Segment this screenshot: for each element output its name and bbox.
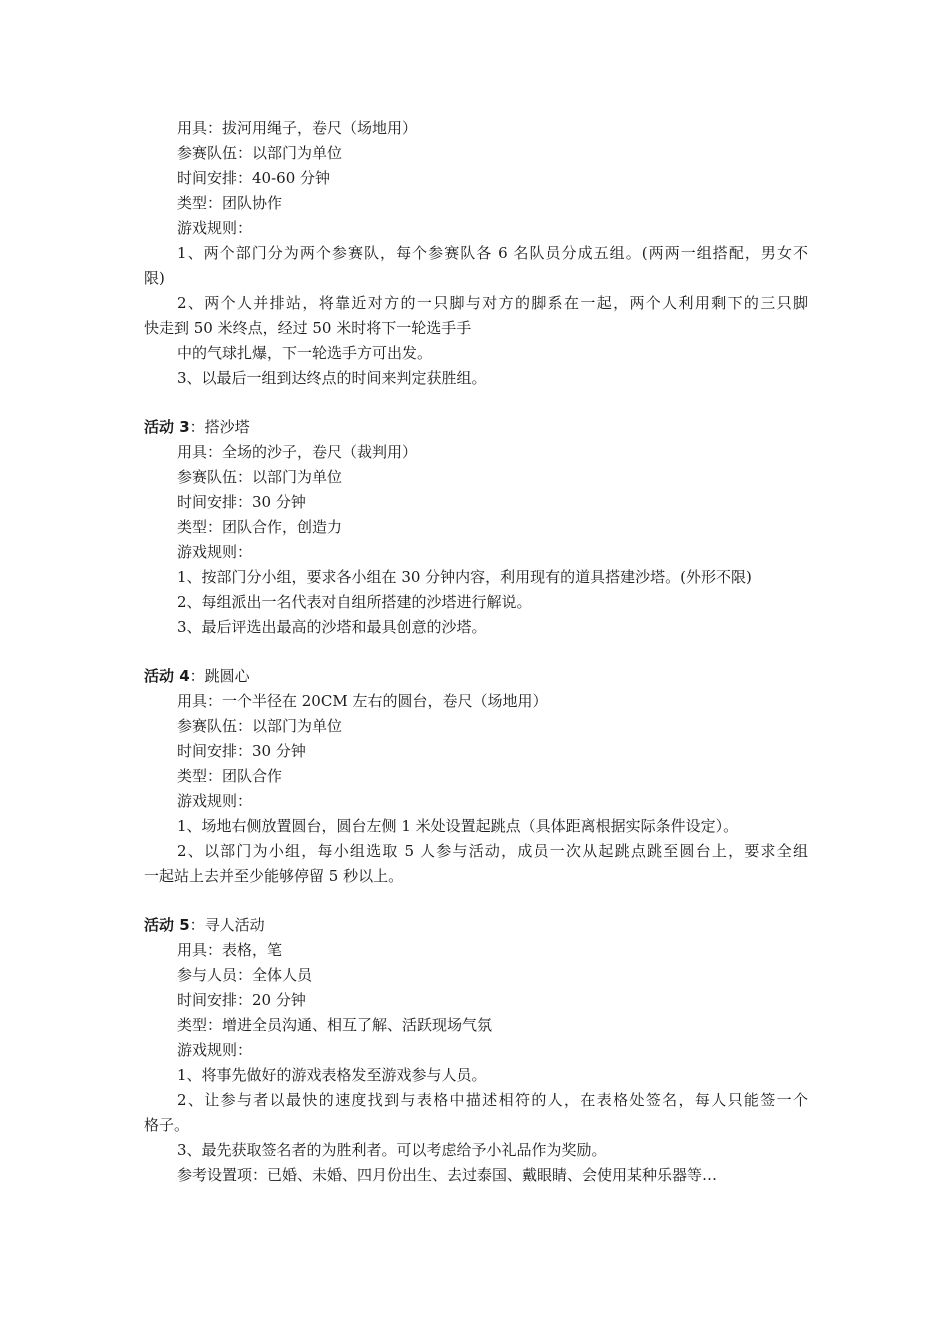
activity4-rules-label: 游戏规则： [177,792,253,810]
activity3-type: 类型：团队合作，创造力 [177,518,343,536]
intro-rule2-line2: 快走到 50 米终点，经过 50 米时将下一轮选手手 [144,319,472,337]
activity5-title: ：寻人活动 [189,916,265,934]
activity5-people: 参与人员：全体人员 [177,966,313,984]
activity3-rules-label: 游戏规则： [177,543,253,561]
activity5-rule3: 3、最先获取签名者的为胜利者。可以考虑给予小礼品作为奖励。 [177,1141,607,1159]
activity4-title: ：跳圆心 [189,667,250,685]
activity4-type: 类型：团队合作 [177,767,283,785]
activity3-title: ：搭沙塔 [189,418,250,436]
activity5-label: 活动 5 [144,916,190,934]
intro-rule2-line3: 中的气球扎爆，下一轮选手方可出发。 [177,344,433,362]
activity5-type: 类型：增进全员沟通、相互了解、活跃现场气氛 [177,1016,493,1034]
intro-tools: 用具：拔河用绳子，卷尺（场地用） [177,119,418,137]
intro-time: 时间安排：40-60 分钟 [177,169,331,187]
intro-type: 类型：团队协作 [177,194,283,212]
activity3-tools: 用具：全场的沙子，卷尺（裁判用） [177,443,418,461]
activity4-label: 活动 4 [144,667,190,685]
intro-rule1-line1: 1、两个部门分为两个参赛队，每个参赛队各 6 名队员分成五组。(两两一组搭配，男女不 [177,244,808,262]
activity3-label: 活动 3 [144,418,190,436]
activity4-rule2-line1: 2、以部门为小组，每小组选取 5 人参与活动，成员一次从起跳点跳至圆台上，要求全组 [177,842,808,860]
activity4-time: 时间安排：30 分钟 [177,742,306,760]
activity4-rule1: 1、场地右侧放置圆台，圆台左侧 1 米处设置起跳点（具体距离根据实际条件设定）。 [177,817,739,835]
intro-rules-label: 游戏规则： [177,219,253,237]
activity3-time: 时间安排：30 分钟 [177,493,306,511]
intro-rule1-line2: 限) [144,269,165,287]
activity5-tools: 用具：表格，笔 [177,941,283,959]
activity5-rule2-line1: 2、让参与者以最快的速度找到与表格中描述相符的人，在表格处签名，每人只能签一个 [177,1091,808,1109]
activity3-rule1: 1、按部门分小组，要求各小组在 30 分钟内容，利用现有的道具搭建沙塔。(外形不限) [177,568,752,586]
intro-rule3: 3、以最后一组到达终点的时间来判定获胜组。 [177,369,487,387]
activity3-teams: 参赛队伍：以部门为单位 [177,468,343,486]
activity4-rule2-line2: 一起站上去并至少能够停留 5 秒以上。 [144,867,404,885]
activity5-time: 时间安排：20 分钟 [177,991,306,1009]
activity5-reference: 参考设置项：已婚、未婚、四月份出生、去过泰国、戴眼睛、会使用某种乐器等… [177,1166,718,1184]
activity3-rule3: 3、最后评选出最高的沙塔和最具创意的沙塔。 [177,618,487,636]
intro-rule2-line1: 2、两个人并排站，将靠近对方的一只脚与对方的脚系在一起，两个人利用剩下的三只脚 [177,294,808,312]
activity5-rule1: 1、将事先做好的游戏表格发至游戏参与人员。 [177,1066,487,1084]
activity4-teams: 参赛队伍：以部门为单位 [177,717,343,735]
activity3-heading [144,417,808,437]
intro-teams: 参赛队伍：以部门为单位 [177,144,343,162]
activity5-rules-label: 游戏规则： [177,1041,253,1059]
activity5-rule2-line2: 格子。 [144,1116,190,1134]
activity4-heading [144,666,808,686]
activity3-rule2: 2、每组派出一名代表对自组所搭建的沙塔进行解说。 [177,593,532,611]
activity5-heading [144,915,808,935]
activity4-tools: 用具：一个半径在 20CM 左右的圆台，卷尺（场地用） [177,692,548,710]
